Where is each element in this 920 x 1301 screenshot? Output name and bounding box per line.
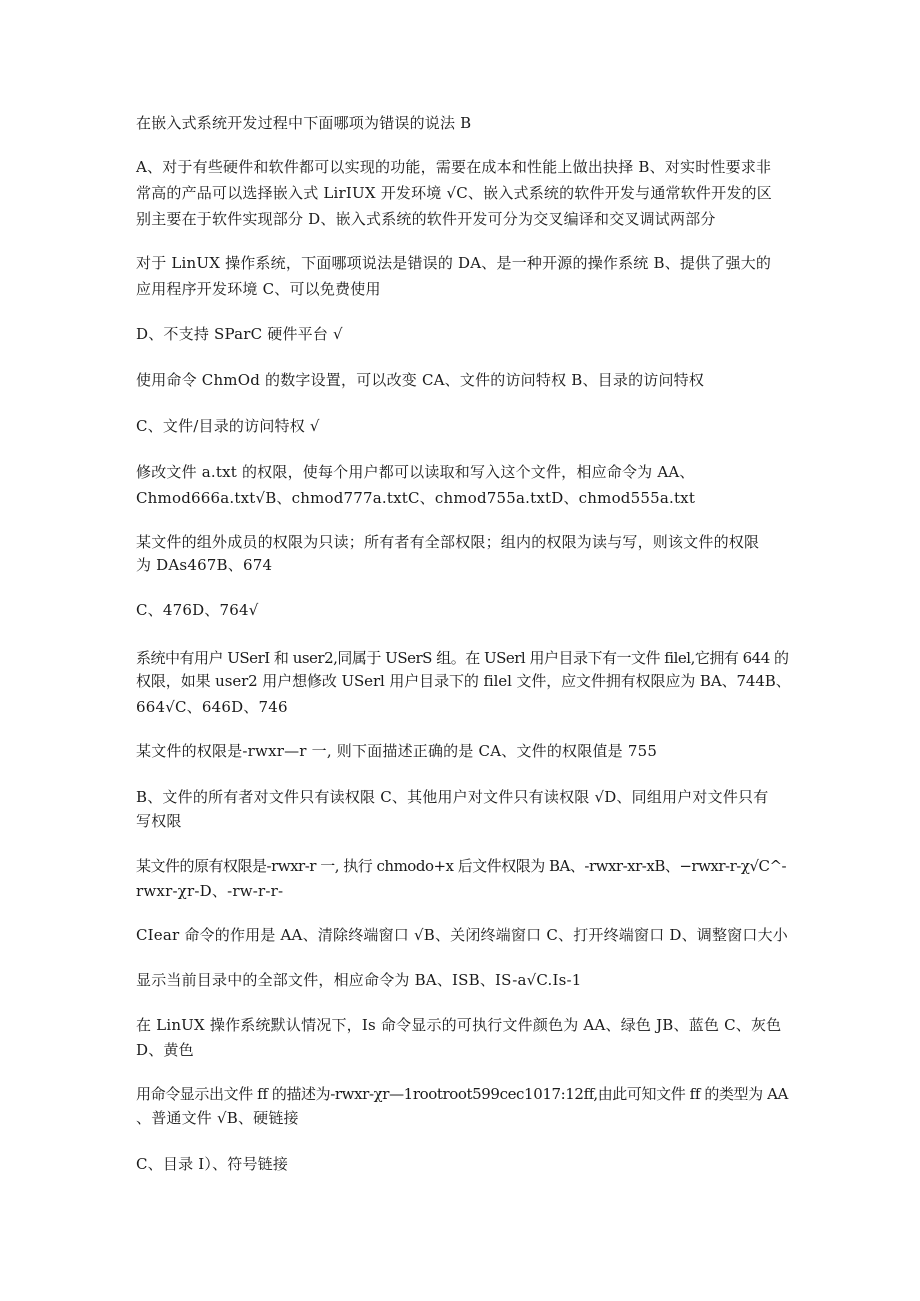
question-1-options-line-1: A、对于有些硬件和软件都可以实现的功能，需要在成本和性能上做出抉择 B、对实时性要求非 — [136, 158, 772, 176]
question-2-line-1: 对于 LinUX 操作系统，下面哪项说法是错误的 DA、是一种开源的操作系统 B、提供了强大的 — [136, 254, 772, 272]
question-8-line-2: rwxr-χr-D、-rw-r-r- — [136, 882, 284, 900]
question-1-text: 在嵌入式系统开发过程中下面哪项为错误的说法 B — [136, 114, 472, 132]
question-6-line-2: 权限，如果 user2 用户想修改 USerl 用户目录下的 filel 文件，应文件拥有权限应为 BA、744B、 — [136, 672, 791, 690]
question-10-text: 显示当前目录中的全部文件，相应命令为 BA、ISB、IS-a√C.Is-1 — [136, 971, 582, 989]
question-6-line-1: 系统中有用户 USerI 和 user2,同属于 USerS 组。在 USerl 用户目录下有一文件 filel,它拥有 644 的 — [136, 649, 789, 667]
question-12-line-1: 用命令显示出文件 ff 的描述为-rwxr-χr—1rootroot599cec1017:12ff,由此可知文件 ff 的类型为 AA — [136, 1085, 788, 1103]
question-7-options-line-1: B、文件的所有者对文件只有读权限 C、其他用户对文件只有读权限 √D、同组用户对文件只有 — [136, 788, 769, 806]
question-2-line-2: 应用程序开发环境 C、可以免费使用 — [136, 280, 381, 298]
question-11-line-2: D、黄色 — [136, 1041, 194, 1059]
question-12-option-c: C、目录 I）、符号链接 — [136, 1155, 289, 1173]
question-3-option-c: C、文件/目录的访问特权 √ — [136, 417, 320, 435]
question-9-text: CIear 命令的作用是 AA、清除终端窗口 √B、关闭终端窗口 C、打开终端窗口 D、调整窗口大小 — [136, 926, 788, 944]
question-4-line-1: 修改文件 a.txt 的权限，使每个用户都可以读取和写入这个文件，相应命令为 AA、 — [136, 463, 695, 481]
question-5-line-1: 某文件的组外成员的权限为只读；所有者有全部权限；组内的权限为读与写，则该文件的权限 — [136, 533, 760, 551]
question-2-option-d: D、不支持 SParC 硬件平台 √ — [136, 325, 343, 343]
question-1-options-line-2: 常高的产品可以选择嵌入式 LirIUX 开发环境 √C、嵌入式系统的软件开发与通常软件开发的区 — [136, 184, 772, 202]
question-3-text: 使用命令 ChmOd 的数字设置，可以改变 CA、文件的访问特权 B、目录的访问特权 — [136, 371, 705, 389]
question-7-options-line-2: 写权限 — [136, 812, 182, 830]
question-6-line-3: 664√C、646D、746 — [136, 698, 288, 716]
question-11-line-1: 在 LinUX 操作系统默认情况下，Is 命令显示的可执行文件颜色为 AA、绿色 JB、蓝色 C、灰色 — [136, 1016, 782, 1034]
question-5-options: C、476D、764√ — [136, 601, 259, 619]
question-5-line-2: 为 DAs467B、674 — [136, 556, 273, 574]
question-12-line-2: 、普通文件 √B、硬链接 — [136, 1109, 299, 1127]
question-4-line-2: Chmod666a.txt√B、chmod777a.txtC、chmod755a.txtD、chmod555a.txt — [136, 489, 696, 507]
question-1-options-line-3: 别主要在于软件实现部分 D、嵌入式系统的软件开发可分为交叉编译和交叉调试两部分 — [136, 210, 716, 228]
question-7-text: 某文件的权限是-rwxr—r 一, 则下面描述正确的是 CA、文件的权限值是 755 — [136, 742, 658, 760]
question-8-line-1: 某文件的原有权限是-rwxr-r 一, 执行 chmodo+x 后文件权限为 BA、-rwxr-xr-xB、−rwxr-r-χ√C^- — [136, 857, 787, 875]
